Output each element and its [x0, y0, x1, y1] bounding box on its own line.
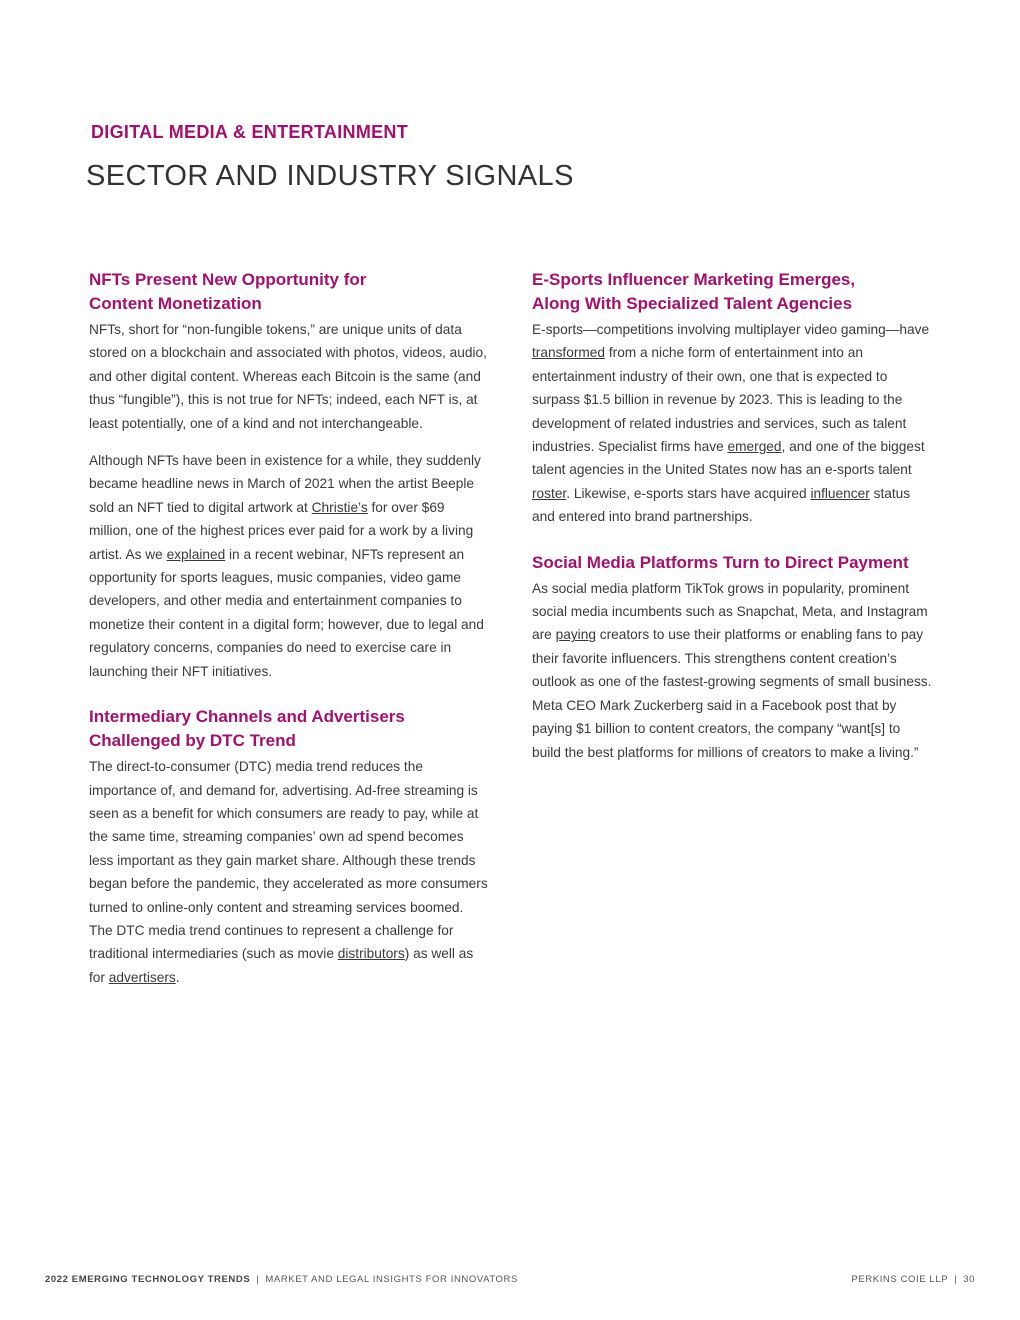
nft-heading-line1: NFTs Present New Opportunity for — [89, 270, 367, 289]
social-paragraph: As social media platform TikTok grows in popularity, prominent social media incumbents such as Snapchat, Meta, and Instagram are paying creators to use their platforms or enabling fans to pay their favorite influencers. This strengthens content creation’s outlook as one of the fastest-growing segments of small business. Meta CEO Mark Zuckerberg said in a Facebook post that by paying $1 billion to content creators, the company “want[s] to build the best platforms for millions of creators to make a living.” — [532, 580, 932, 760]
footer-report-title: 2022 EMERGING TECHNOLOGY TRENDS — [45, 1274, 251, 1285]
esports-heading-line1: E-Sports Influencer Marketing Emerges, — [532, 270, 856, 289]
page-title: SECTOR AND INDUSTRY SIGNALS — [86, 160, 574, 192]
dtc-section — [89, 705, 489, 989]
footer-firm: PERKINS COIE LLP — [851, 1274, 949, 1285]
page-footer — [45, 1274, 975, 1285]
esports-section — [532, 268, 932, 529]
left-column — [89, 268, 489, 1011]
esports-heading — [532, 268, 932, 316]
social-heading: Social Media Platforms Turn to Direct Payment — [532, 552, 909, 572]
right-column — [532, 268, 932, 786]
footer-tagline: MARKET AND LEGAL INSIGHTS FOR INNOVATORS — [265, 1274, 518, 1285]
transformed-link[interactable]: transformed — [532, 345, 606, 361]
nft-heading-line2: Content Monetization — [89, 294, 262, 313]
dtc-heading-line1: Intermediary Channels and Advertisers — [89, 707, 405, 727]
nft-heading — [89, 268, 489, 316]
explained-link[interactable]: explained — [166, 546, 226, 562]
footer-left — [45, 1274, 518, 1285]
emerged-link[interactable]: emerged — [727, 439, 782, 455]
esports-paragraph: E-sports—competitions involving multiplayer video gaming—have transformed from a niche form of entertainment into an entertainment industry of their own, one that is expected to surpass $1.5 billion in revenue by 2023. This is leading to the development of related industries and services, such as talent industries. Specialist firms have emerged, and one of the biggest talent agencies in the United States now has an e-sports talent roster. Likewise, e-sports stars have acquired influencer status and entered into brand partnerships. — [532, 322, 930, 525]
dtc-heading — [89, 705, 489, 753]
distributors-link[interactable]: distributors — [337, 946, 405, 962]
social-section — [532, 551, 932, 764]
section-kicker: DIGITAL MEDIA & ENTERTAINMENT — [91, 122, 409, 142]
esports-heading-line2: Along With Specialized Talent Agencies — [532, 294, 853, 313]
dtc-heading-line2: Challenged by DTC Trend — [89, 731, 296, 751]
christies-link[interactable]: Christie’s — [311, 499, 368, 515]
nft-paragraph-1: NFTs, short for “non-fungible tokens,” are unique units of data stored on a blockchain and associated with photos, videos, audio, and other digital content. Whereas each Bitcoin is the same (and thus “fungible”), this is not true for NFTs; indeed, each NFT is, at least potentially, one of a kind and not interchangeable. — [89, 322, 487, 431]
paying-link[interactable]: paying — [555, 627, 596, 643]
influencer-link[interactable]: influencer — [810, 485, 870, 501]
roster-link[interactable]: roster — [532, 485, 567, 501]
advertisers-link[interactable]: advertisers — [108, 969, 176, 985]
footer-separator: | — [256, 1274, 260, 1285]
dtc-paragraph: The direct-to-consumer (DTC) media trend reduces the importance of, and demand for, advertising. Ad-free streaming is seen as a benefit for which consumers are ready to pay, while at the same time, streaming companies’ own ad spend becomes less important as they gain market share. Although these trends began before the pandemic, they accelerated as more consumers turned to online-only content and streaming services boomed. The DTC media trend continues to represent a challenge for traditional intermediaries (such as movie distributors) as well as for advertisers. — [89, 759, 488, 985]
nft-section — [89, 268, 489, 683]
footer-right — [851, 1274, 975, 1285]
nft-paragraph-2: Although NFTs have been in existence for a while, they suddenly became headline news in March of 2021 when the artist Beeple sold an NFT tied to digital artwork at Christie’s for over $69 million, one of the highest prices ever paid for a work by a living artist. As we explained in a recent webinar, NFTs represent an opportunity for sports leagues, music companies, video game developers, and other media and entertainment companies to monetize their content in a digital form; however, due to legal and regulatory concerns, companies do need to exercise care in launching their NFT initiatives. — [89, 453, 484, 679]
page-number: 30 — [963, 1274, 975, 1285]
footer-separator-right: | — [954, 1274, 958, 1285]
